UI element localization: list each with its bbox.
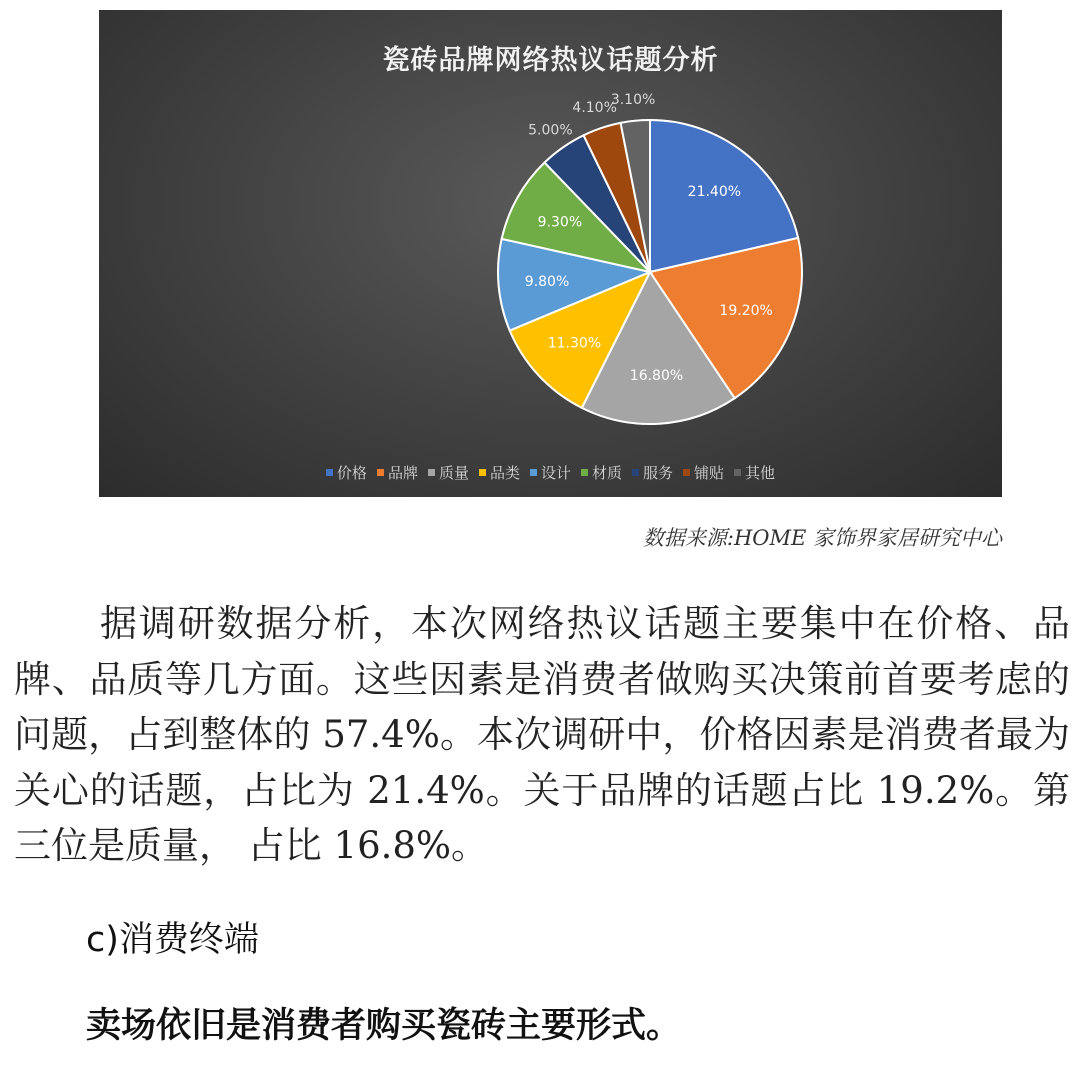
data-label-价格: 21.40%: [687, 184, 742, 201]
data-label-铺贴: 4.10%: [572, 100, 617, 117]
legend-swatch: [428, 469, 435, 476]
legend-swatch: [632, 469, 639, 476]
data-label-设计: 9.80%: [524, 274, 570, 291]
subheading: 卖场依旧是消费者购买瓷砖主要形式。: [86, 1006, 682, 1046]
source-note: 数据来源:HOME 家饰界家居研究中心: [642, 526, 1002, 550]
legend-item-价格: [326, 462, 367, 483]
legend-label: 材质: [592, 464, 623, 482]
legend-swatch: [683, 469, 690, 476]
legend-label: 设计: [540, 464, 571, 482]
legend-item-铺贴: [683, 462, 724, 483]
legend-swatch: [734, 469, 741, 476]
legend-item-其他: [734, 462, 775, 483]
data-label-品类: 11.30%: [547, 335, 602, 352]
legend-item-质量: [428, 462, 469, 483]
legend-label: 品类: [489, 464, 520, 482]
data-label-材质: 9.30%: [537, 214, 583, 231]
legend-label: 品牌: [387, 464, 418, 482]
chart-title: 瓷砖品牌网络热议话题分析: [382, 45, 719, 76]
section-heading: c)消费终端: [86, 920, 259, 960]
legend-label: 铺贴: [694, 464, 725, 482]
body-paragraph: 据调研数据分析，本次网络热议话题主要集中在价格、品牌、品质等几方面。这些因素是消费者做购买决策前首要考虑的问题，占到整体的 57.4%。本次调研中，价格因素是消费者最为关心的话题，占比为 21.4%。关于品牌的话题占比 19.2%。第三位是质量， 占比 16.8%。: [14, 602, 1070, 867]
legend-item-服务: [632, 462, 673, 483]
data-label-其他: 3.10%: [610, 91, 656, 108]
legend-item-设计: [530, 462, 571, 483]
legend-label: 价格: [336, 464, 367, 482]
data-label-质量: 16.80%: [629, 368, 684, 385]
legend-item-材质: [581, 462, 622, 483]
legend-swatch: [581, 469, 588, 476]
data-label-服务: 5.00%: [528, 122, 573, 139]
chart-legend: [99, 462, 1002, 483]
legend-swatch: [377, 469, 384, 476]
legend-item-品类: [479, 462, 520, 483]
legend-swatch: [530, 469, 537, 476]
legend-label: 质量: [438, 464, 469, 482]
legend-label: 服务: [643, 464, 674, 482]
legend-swatch: [479, 469, 486, 476]
data-label-品牌: 19.20%: [719, 303, 773, 320]
pie-plot-area: [99, 10, 1002, 497]
legend-label: 其他: [745, 464, 776, 482]
legend-item-品牌: [377, 462, 418, 483]
legend-swatch: [326, 469, 333, 476]
pie-chart: [99, 10, 1002, 497]
